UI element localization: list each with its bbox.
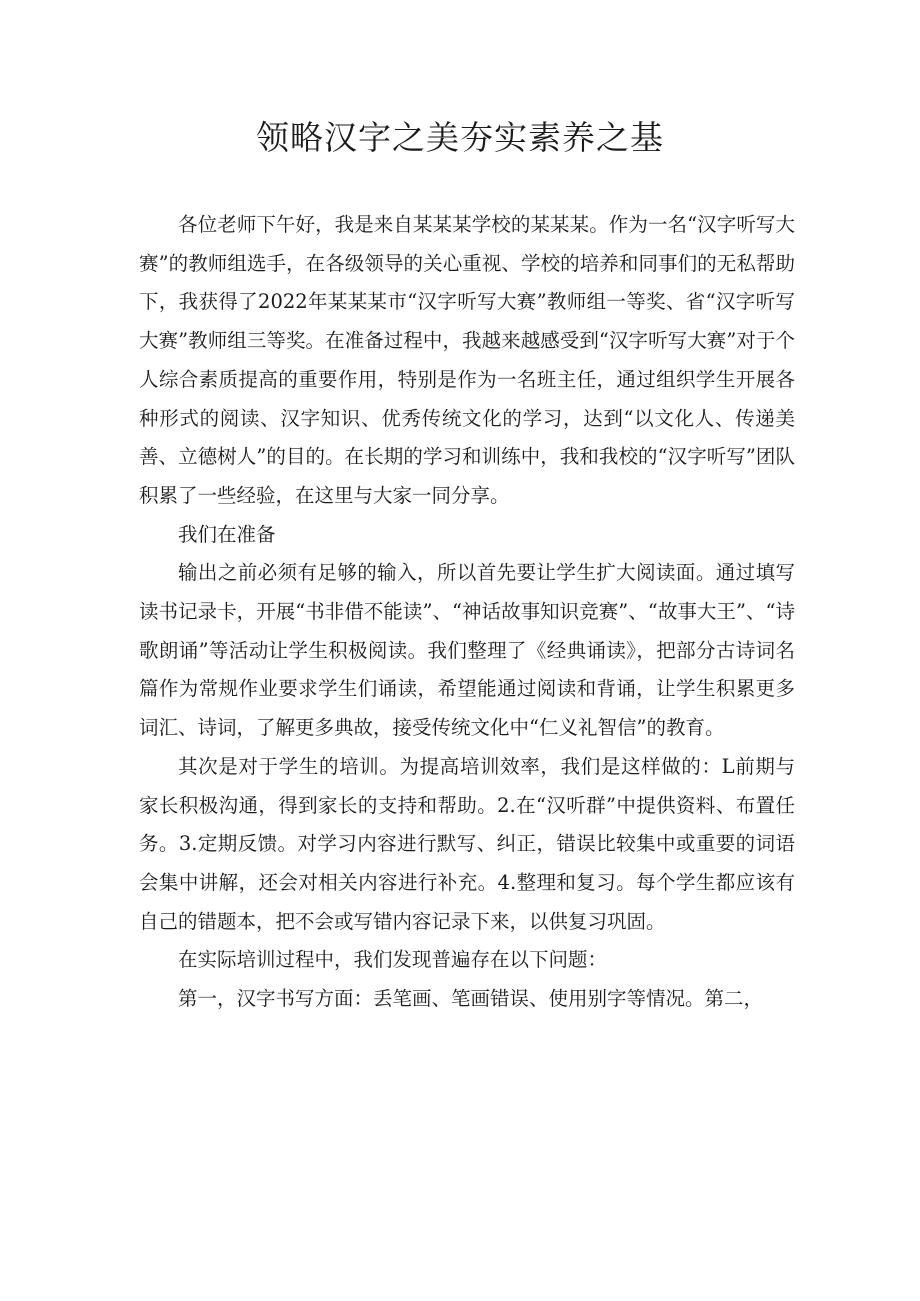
paragraph-problems-list: 第一，汉字书写方面：丢笔画、笔画错误、使用别字等情况。第二， (178, 987, 764, 1011)
paragraph-introduction: 各位老师下午好，我是来自某某某学校的某某某。作为一名“汉字听写大赛”的教师组选手，在各级领导的关心重视、学校的培养和同事们的无私帮助下，我获得了2022年某某某市“汉字听写大赛”教师组一等奖、省“汉字听写大赛”教师组三等奖。在准备过程中，我越来越感受到“汉字听写大赛”对于个人综合素质提高的重要作用，特别是作为一名班主任，通过组织学生开展各种形式的阅读、汉字知识、优秀传统文化的学习，达到“以文化人、传递美善、立德树人”的目的。在长期的学习和训练中，我和我校的“汉字听写”团队积累了一些经验，在这里与大家一同分享。 (139, 213, 795, 507)
paragraph-training: 其次是对于学生的培训。为提高培训效率，我们是这样做的：L前期与家长积极沟通，得到家长的支持和帮助。2.在“汉听群”中提供资料、布置任务。3.定期反馈。对学习内容进行默写、纠正，错误比较集中或重要的词语会集中讲解，还会对相关内容进行补充。4.整理和复习。每个学生都应该有自己的错题本，把不会或写错内容记录下来，以供复习巩固。 (139, 754, 795, 933)
paragraph-reading: 输出之前必须有足够的输入，所以首先要让学生扩大阅读面。通过填写读书记录卡，开展“书非借不能读”、“神话故事知识竞赛”、“故事大王”、“诗歌朗诵”等活动让学生积极阅读。我们整理了《经典诵读》，把部分古诗词名篇作为常规作业要求学生们诵读，希望能通过阅读和背诵，让学生积累更多词汇、诗词，了解更多典故，接受传统文化中“仁义礼智信”的教育。 (139, 561, 795, 740)
paragraph-problems-intro: 在实际培训过程中，我们发现普遍存在以下问题： (178, 948, 608, 972)
document-title: 领略汉字之美夯实素养之基 (256, 118, 664, 157)
paragraph-section-heading: 我们在准备 (178, 522, 276, 546)
document-body (139, 206, 795, 1019)
